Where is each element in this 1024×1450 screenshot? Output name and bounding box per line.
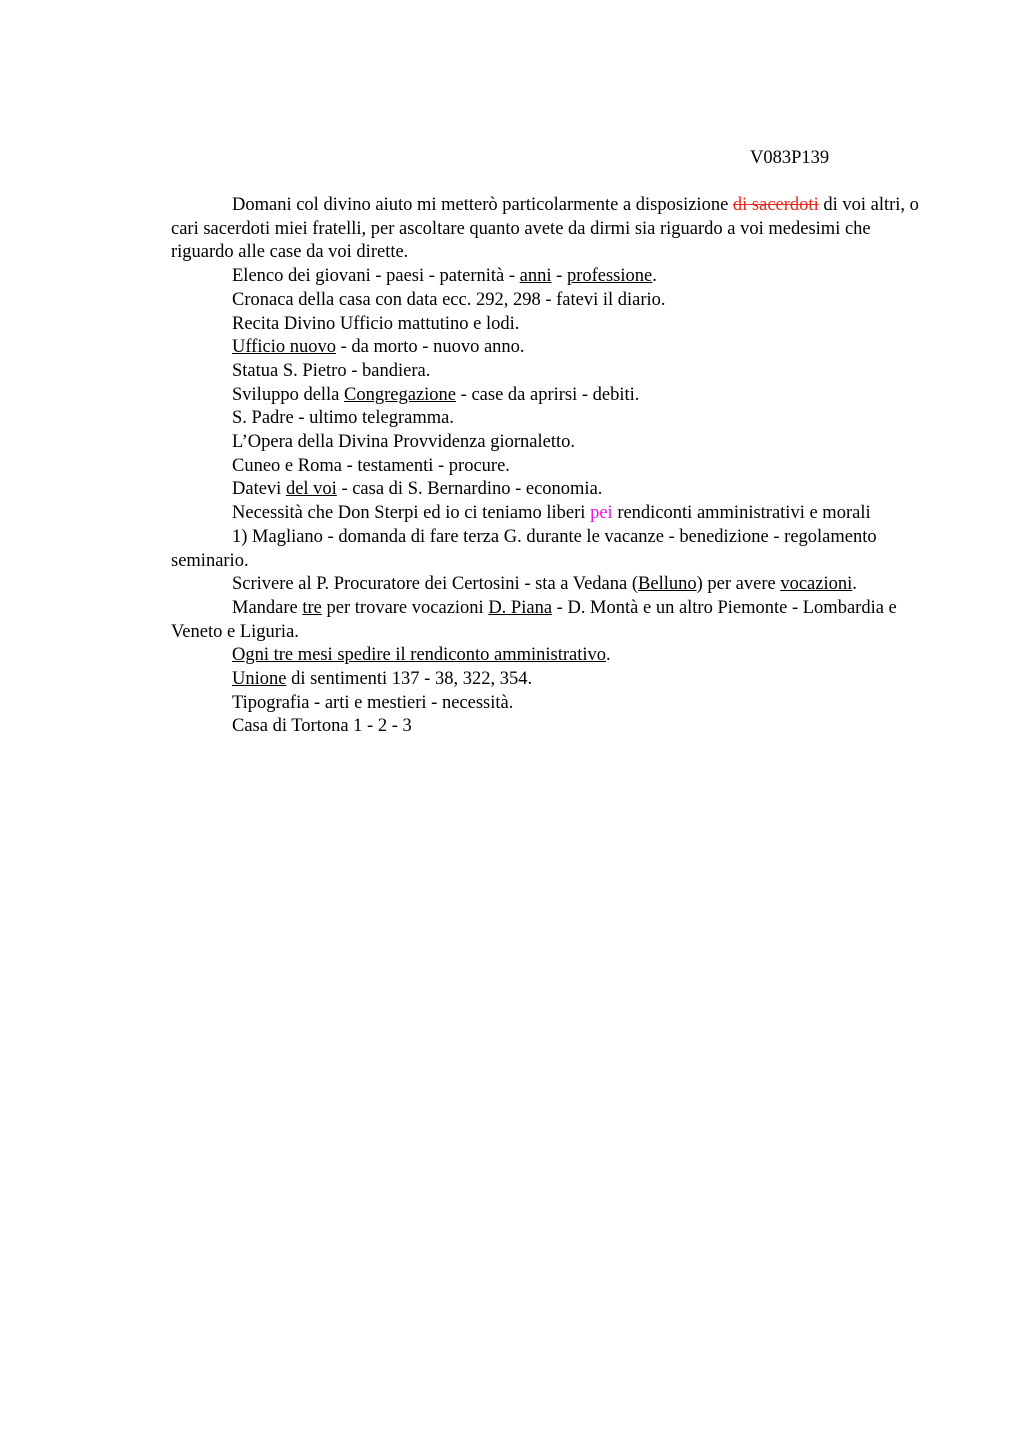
paragraph	[171, 715, 929, 739]
paragraph	[171, 313, 929, 337]
text-run: - case da aprirsi - debiti.	[456, 384, 640, 405]
text-run: Datevi	[232, 479, 286, 500]
underlined-text: Ufficio nuovo	[232, 337, 336, 358]
paragraph	[171, 384, 929, 408]
text-run: .	[652, 266, 657, 287]
text-run: di sentimenti 137 - 38, 322, 354.	[286, 669, 533, 690]
text-run: Elenco dei giovani - paesi - paternità -	[232, 266, 520, 287]
deleted-text: di sacerdoti	[732, 195, 819, 215]
text-run: Tipografia - arti e mestieri - necessità.	[232, 692, 514, 713]
underlined-text: del voi	[285, 479, 337, 500]
text-run: Casa di Tortona 1 - 2 - 3	[232, 716, 412, 737]
text-run: rendiconti amministrativi e morali	[612, 503, 871, 524]
page-identifier: V083P139	[750, 148, 830, 168]
text-run: .	[852, 574, 857, 595]
paragraph	[171, 597, 929, 644]
text-run: di voi altri, o cari sacerdoti miei fratelli, per ascoltare quanto avete da dirmi sia riguardo a voi medesimi che riguardo alle case da voi dirette.	[171, 195, 919, 263]
underlined-text: professione	[566, 266, 653, 287]
underlined-text: Congregazione	[344, 384, 457, 405]
paragraph	[171, 573, 929, 597]
highlighted-text: pei	[590, 503, 613, 524]
text-run: - D. Montà e un altro Piemonte - Lombardia e Veneto e Liguria.	[171, 597, 897, 642]
underlined-text: anni	[519, 266, 552, 287]
text-run: Statua S. Pietro - bandiera.	[232, 360, 431, 381]
text-run: Scrivere al P. Procuratore dei Certosini - sta a Vedana (	[232, 574, 639, 595]
paragraph	[171, 407, 929, 431]
text-run: -	[551, 266, 567, 287]
text-run: ) per avere	[696, 574, 781, 595]
paragraph	[171, 502, 929, 526]
text-run: 1) Magliano - domanda di fare terza G. durante le vacanze - benedizione - regolamento seminario.	[171, 526, 877, 571]
text-run: - casa di S. Bernardino - economia.	[336, 479, 603, 500]
text-run: S. Padre - ultimo telegramma.	[232, 408, 454, 429]
text-run: - da morto - nuovo anno.	[335, 337, 525, 358]
text-run: Domani col divino aiuto mi metterò particolarmente a disposizione	[232, 195, 733, 215]
paragraph	[171, 478, 929, 502]
paragraph	[171, 431, 929, 455]
underlined-text: Belluno	[638, 574, 697, 595]
text-run: .	[606, 645, 611, 666]
document-body	[171, 194, 929, 739]
paragraph	[171, 526, 929, 573]
text-run: Sviluppo della	[232, 384, 345, 405]
underlined-text: D. Piana	[488, 597, 553, 618]
text-run: Cuneo e Roma - testamenti - procure.	[232, 455, 510, 476]
paragraph	[171, 360, 929, 384]
underlined-text: vocazioni	[780, 574, 853, 595]
text-run: per trovare vocazioni	[321, 597, 489, 618]
paragraph	[171, 455, 929, 479]
underlined-text: tre	[302, 597, 322, 618]
paragraph	[171, 644, 929, 668]
paragraph	[171, 692, 929, 716]
text-run: L’Opera della Divina Provvidenza giornaletto.	[232, 432, 575, 453]
paragraph	[171, 289, 929, 313]
paragraph	[171, 265, 929, 289]
text-run: Mandare	[232, 597, 303, 618]
text-run: Necessità che Don Sterpi ed io ci teniamo liberi	[232, 503, 591, 524]
underlined-text: Unione	[232, 669, 287, 690]
paragraph	[171, 668, 929, 692]
text-run: Recita Divino Ufficio mattutino e lodi.	[232, 313, 520, 334]
paragraph	[171, 336, 929, 360]
text-run: Cronaca della casa con data ecc. 292, 298 - fatevi il diario.	[232, 289, 666, 310]
underlined-text: Ogni tre mesi spedire il rendiconto amministrativo	[232, 645, 607, 666]
paragraph	[171, 194, 929, 265]
